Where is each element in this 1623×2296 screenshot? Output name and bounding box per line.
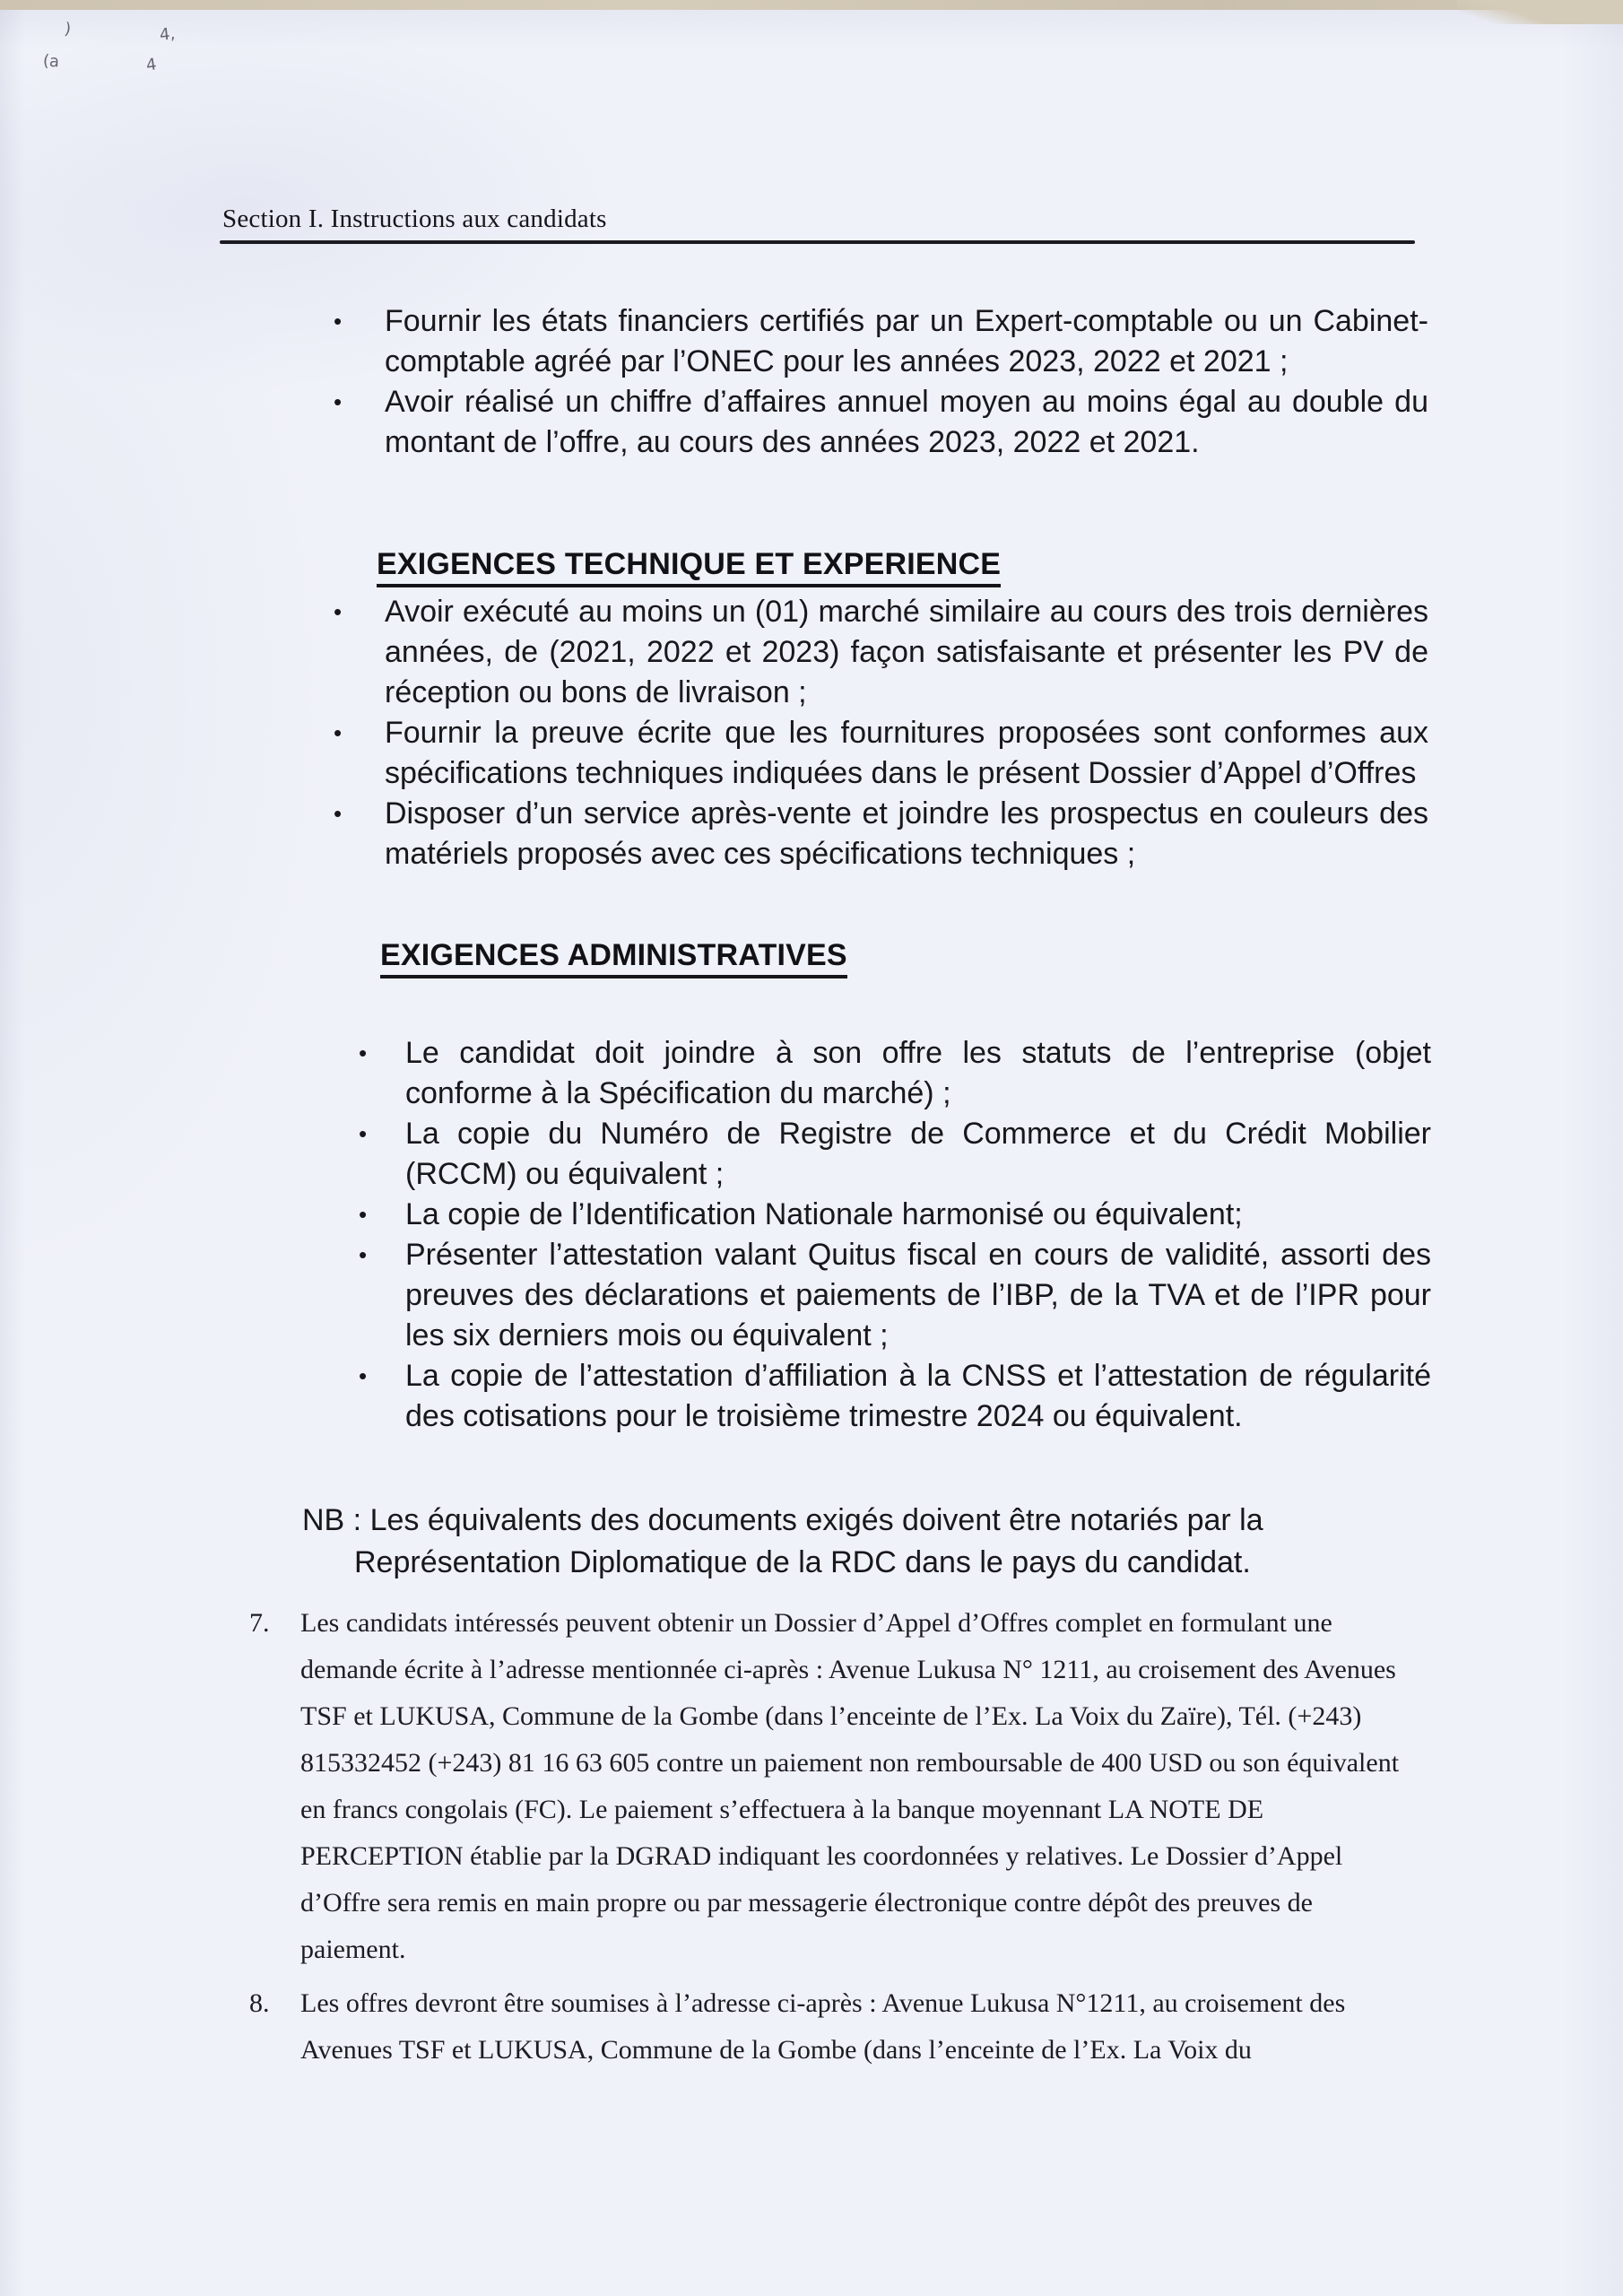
list-item-text: Avoir exécuté au moins un (01) marché similaire au cours des trois dernières années, de (2021, 2022 et 2023) façon satisfaisante et présenter les PV de réception ou bons de livraison ; [385, 595, 1428, 709]
list-item [355, 1195, 1431, 1235]
bullet-icon: • [334, 719, 343, 746]
list-item [330, 713, 1428, 794]
list-item-text: La copie du Numéro de Registre de Commerce et du Crédit Mobilier (RCCM) ou équivalent ; [405, 1117, 1431, 1191]
section-heading-technical [377, 547, 1001, 582]
list-item [355, 1235, 1431, 1356]
section-heading-text: EXIGENCES ADMINISTRATIVES [380, 938, 847, 978]
list-item [330, 592, 1428, 713]
list-item-text: Présenter l’attestation valant Quitus fiscal en cours de validité, assorti des preuves des déclarations et paiements de l’IBP, de la TVA et de l’IPR pour les six derniers mois ou équivalent ; [405, 1238, 1431, 1352]
scanner-edge-strip [0, 0, 1623, 10]
list-item-text: Disposer d’un service après-vente et joindre les prospectus en couleurs des matériels proposés avec ces spécifications techniques ; [385, 796, 1428, 871]
bullet-icon: • [334, 308, 343, 335]
list-item-text: Fournir la preuve écrite que les fournitures proposées sont conformes aux spécifications techniques indiquées dans le présent Dossier d’Appel d’Offres [385, 716, 1428, 790]
paragraph-number: 7. [249, 1608, 270, 1638]
list-item-text: Le candidat doit joindre à son offre les statuts de l’entreprise (objet conforme à la Spécification du marché) ; [405, 1036, 1431, 1110]
list-item-text: La copie de l’attestation d’affiliation à la CNSS et l’attestation de régularité des cotisations pour le troisième trimestre 2024 ou équivalent. [405, 1359, 1431, 1433]
nb-note: NB : Les équivalents des documents exigés doivent être notariés par la Représentation Diplomatique de la RDC dans le pays du candidat. [302, 1503, 1263, 1579]
list-item [330, 794, 1428, 874]
page-title: Section I. Instructions aux candidats [222, 204, 607, 233]
bullet-icon: • [359, 1120, 368, 1147]
list-item [330, 301, 1428, 382]
list-item-text: Avoir réalisé un chiffre d’affaires annuel moyen au moins égal au double du montant de l’offre, au cours des années 2023, 2022 et 2021. [385, 385, 1428, 459]
bullet-icon: • [334, 800, 343, 827]
numbered-paragraph-8 [249, 1980, 1415, 2074]
pen-mark-icon: 4, [158, 24, 177, 45]
header-rule [220, 240, 1415, 244]
list-item-text: Fournir les états financiers certifiés par un Expert-comptable ou un Cabinet-comptable agréé par l’ONEC pour les années 2023, 2022 et 2021 ; [385, 304, 1428, 378]
list-item [355, 1356, 1431, 1437]
paragraph-number: 8. [249, 1988, 270, 2018]
financial-requirements-list [330, 301, 1428, 463]
list-item [330, 382, 1428, 463]
administrative-requirements-list [355, 1033, 1431, 1437]
pen-mark-icon: (a [42, 51, 60, 72]
bullet-icon: • [359, 1201, 368, 1228]
bullet-icon: • [334, 598, 343, 625]
section-heading-administrative [380, 938, 847, 973]
technical-requirements-list [330, 592, 1428, 874]
bullet-icon: • [334, 388, 343, 415]
bullet-icon: • [359, 1039, 368, 1066]
list-item [355, 1114, 1431, 1195]
list-item-text: La copie de l’Identification Nationale harmonisé ou équivalent; [405, 1197, 1243, 1231]
scanner-edge-corner [1457, 0, 1623, 24]
bullet-icon: • [359, 1241, 368, 1268]
pen-mark-icon: 4 [144, 55, 158, 75]
paragraph-text: Les candidats intéressés peuvent obtenir un Dossier d’Appel d’Offres complet en formulant une demande écrite à l’adresse mentionnée ci-après : Avenue Lukusa N° 1211, au croisement des Avenues TSF et LUKUSA, Commune de la Gombe (dans l’enceinte de l’Ex. La Voix du Zaïre), Tél. (+243) 815332452 (+243) 81 16 63 605 contre un paiement non remboursable de 400 USD ou son équivalent en francs congolais (FC). Le paiement s’effectuera à la banque moyennant LA NOTE DE PERCEPTION établie par la DGRAD indiquant les coordonnées y relatives. Le Dossier d’Appel d’Offre sera remis en main propre ou par messagerie électronique contre dépôt des preuves de paiement. [300, 1608, 1400, 1964]
numbered-paragraph-7 [249, 1600, 1415, 1973]
list-item [355, 1033, 1431, 1114]
section-heading-text: EXIGENCES TECHNIQUE ET EXPERIENCE [377, 547, 1001, 587]
bullet-icon: • [359, 1362, 368, 1389]
paragraph-text: Les offres devront être soumises à l’adresse ci-après : Avenue Lukusa N°1211, au croisement des Avenues TSF et LUKUSA, Commune de la Gombe (dans l’enceinte de l’Ex. La Voix du [300, 1988, 1346, 2065]
pen-mark-icon: ) [63, 19, 73, 39]
